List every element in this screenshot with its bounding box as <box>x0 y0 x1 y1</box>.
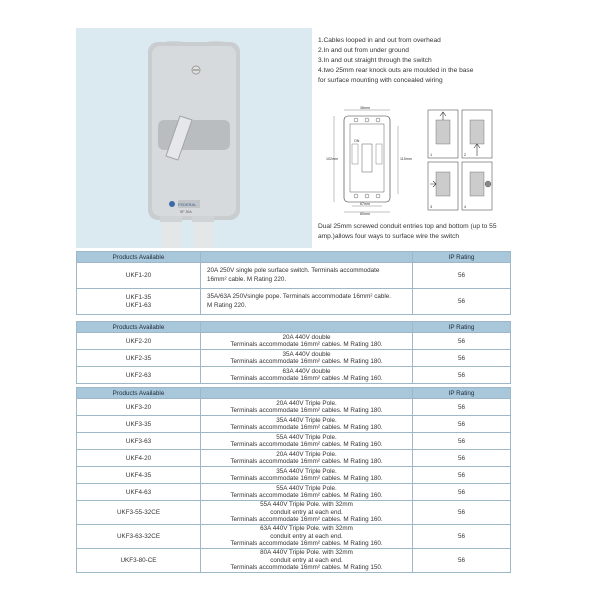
product-description <box>201 350 413 367</box>
table-row <box>77 501 511 525</box>
description-line: Terminals accommodate 16mm² cables. M Rating 180. <box>230 424 383 431</box>
description-line: 80A 440V Triple Pole. with 32mm <box>260 549 353 557</box>
product-code: UKF3-63-32CE <box>77 525 201 549</box>
table-row <box>77 367 511 384</box>
header-products: Products Available <box>77 388 201 399</box>
product-code: UKF3-20 <box>77 399 201 416</box>
product-code: UKF4-20 <box>77 450 201 467</box>
ip-rating: 56 <box>413 525 511 549</box>
product-description <box>201 416 413 433</box>
note-line: 1.Cables looped in and out from overhead <box>318 37 441 44</box>
description-line: Terminals accommodate 16mm² cables. M Rating 160. <box>230 441 383 448</box>
description-line: 63A 440V Triple Pole. with 32mm <box>260 525 353 533</box>
product-description <box>201 549 413 573</box>
product-code: UKF2-63 <box>77 367 201 384</box>
ip-rating: 56 <box>413 484 511 501</box>
header-products: Products Available <box>77 322 201 333</box>
table-row <box>77 484 511 501</box>
description-line: conduit entry at each end. <box>270 556 343 564</box>
ip-rating: 56 <box>413 367 511 384</box>
note-line: for surface mounting with concealed wiring <box>318 77 443 84</box>
ip-rating: 56 <box>413 501 511 525</box>
installation-notes <box>318 36 588 86</box>
description-line: 20A 440V Triple Pole. <box>276 450 337 458</box>
isolator-switch-image <box>76 28 312 248</box>
table-row <box>77 525 511 549</box>
double-pole-table <box>76 321 511 384</box>
ip-rating: 56 <box>413 433 511 450</box>
description-line: Terminals accommodate 16mm² cables. M Rating 180. <box>230 458 383 465</box>
product-description <box>201 525 413 549</box>
description-line: Terminals accommodate 16mm² cables. M Rating 160. <box>230 540 383 548</box>
description-line: 20A 250V single pole surface switch. Terminals accommodate <box>207 267 380 275</box>
single-pole-table <box>76 251 511 315</box>
dim-top-width: 38mm <box>360 106 370 110</box>
model-label: SF 30A <box>180 210 192 214</box>
diagram-label-2: 2 <box>464 153 467 157</box>
description-line: 55A 440V Triple Pole. <box>276 433 337 441</box>
product-code: UKF1-35 UKF1-63 <box>77 289 201 315</box>
description-line: 55A 440V Triple Pole. with 32mm <box>260 501 353 509</box>
description-line: Terminals accommodate 16mm² cables. M Rating 180. <box>230 341 383 348</box>
ip-rating: 56 <box>413 467 511 484</box>
description-line: 35A 440V double <box>282 350 331 358</box>
diagram-label-1: 1 <box>430 153 433 157</box>
brand-label: FEDERAL <box>178 202 197 207</box>
description-line: M Rating 220. <box>207 301 247 309</box>
product-description <box>201 333 413 350</box>
description-line: conduit entry at each end. <box>270 532 343 540</box>
description-line: conduit entry at each end. <box>270 508 343 516</box>
ip-rating: 56 <box>413 289 511 315</box>
product-description <box>201 467 413 484</box>
diagram-label-3: 3 <box>430 205 433 209</box>
header-description <box>201 252 413 263</box>
table-row <box>77 416 511 433</box>
description-line: Terminals accommodate 16mm² cables. M Rating 160. <box>230 516 383 524</box>
triple-pole-table <box>76 387 511 573</box>
product-code: UKF4-63 <box>77 484 201 501</box>
table-header-row <box>77 322 511 333</box>
product-description <box>201 399 413 416</box>
ip-rating: 56 <box>413 350 511 367</box>
ip-rating: 56 <box>413 263 511 289</box>
ip-rating: 56 <box>413 450 511 467</box>
caption-line: Dual 25mm screwed conduit entries top and bottom (up to 55 <box>318 223 497 230</box>
table-row <box>77 350 511 367</box>
description-line: Terminals accommodate 16mm² cables. M Rating 180. <box>230 407 383 414</box>
note-line: 3.In and out straight through the switch <box>318 57 432 64</box>
product-description <box>201 263 413 289</box>
caption-line: amp.)allows four ways to surface wire the switch <box>318 233 460 240</box>
description-line: Terminals accommodate 16mm² cables. M Rating 180. <box>230 475 383 482</box>
table-row <box>77 263 511 289</box>
ip-rating: 56 <box>413 549 511 573</box>
dimension-drawing <box>318 104 424 216</box>
description-line: 16mm² cable. M Rating 220. <box>207 275 287 283</box>
description-line: 63A 440V double <box>282 367 331 375</box>
description-line: 35A/63A 250Vsingle pope. Terminals accommodate 16mm² cable. <box>207 293 391 301</box>
header-ip-rating: IP Rating <box>413 322 511 333</box>
header-description <box>201 388 413 399</box>
product-code: UKF3-80-CE <box>77 549 201 573</box>
product-code: UKF3-63 <box>77 433 201 450</box>
wiring-diagram <box>424 104 496 216</box>
description-line: Terminals accommodate 16mm² cables .M Rating 160. <box>230 375 383 382</box>
product-code: UKF3-55-32CE <box>77 501 201 525</box>
dim-height-left: 102mm <box>326 157 338 161</box>
note-line: 2.In and out from under ground <box>318 47 409 54</box>
description-line: Terminals accommodate 16mm² cables. M Rating 150. <box>230 564 383 572</box>
description-line: 35A 440V Triple Pole. <box>276 416 337 424</box>
dim-height-right: 115mm <box>400 157 412 161</box>
table-row <box>77 289 511 315</box>
product-photo <box>76 28 312 248</box>
ip-rating: 56 <box>413 399 511 416</box>
table-row <box>77 450 511 467</box>
description-line: 20A 440V Triple Pole. <box>276 399 337 407</box>
header-description <box>201 322 413 333</box>
product-description <box>201 450 413 467</box>
product-description <box>201 484 413 501</box>
header-products: Products Available <box>77 252 201 263</box>
description-line: 35A 440V Triple Pole. <box>276 467 337 475</box>
product-code: UKF2-20 <box>77 333 201 350</box>
product-code: UKF1-20 <box>77 263 201 289</box>
description-line: Terminals accommodate 16mm² cables. M Rating 160. <box>230 492 383 499</box>
dim-bottom-width: 80mm <box>360 212 370 216</box>
table-row <box>77 399 511 416</box>
product-code: UKF2-35 <box>77 350 201 367</box>
note-line: 4.two 25mm rear knock outs are moulded in the base <box>318 67 474 74</box>
description-line: Terminals accommodate 16mm² cables. M Rating 180. <box>230 358 383 365</box>
product-description <box>201 289 413 315</box>
table-row <box>77 549 511 573</box>
table-row <box>77 467 511 484</box>
description-line: 55A 440V Triple Pole. <box>276 484 337 492</box>
description-line: 20A 440V double <box>282 333 331 341</box>
header-ip-rating: IP Rating <box>413 388 511 399</box>
table-header-row <box>77 252 511 263</box>
conduit-caption <box>318 222 508 242</box>
table-header-row <box>77 388 511 399</box>
product-description <box>201 501 413 525</box>
table-row <box>77 433 511 450</box>
product-code: UKF3-35 <box>77 416 201 433</box>
product-code: UKF4-35 <box>77 467 201 484</box>
ip-rating: 56 <box>413 416 511 433</box>
product-description <box>201 367 413 384</box>
table-row <box>77 333 511 350</box>
ip-rating: 56 <box>413 333 511 350</box>
diagram-label-4: 4 <box>464 205 467 209</box>
header-ip-rating: IP Rating <box>413 252 511 263</box>
dim-bottom-inner: 67mm <box>360 202 370 206</box>
terminal-label: ON <box>354 139 360 143</box>
product-description <box>201 433 413 450</box>
